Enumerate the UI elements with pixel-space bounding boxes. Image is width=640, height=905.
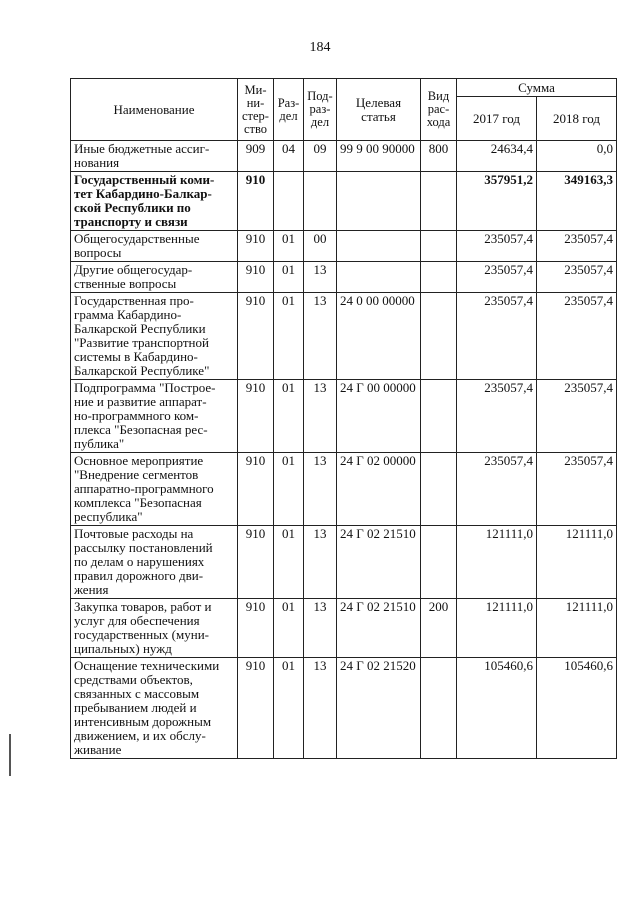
cell-ministry: 910 <box>238 172 274 231</box>
cell-section: 04 <box>274 141 304 172</box>
table-body <box>71 141 617 759</box>
cell-name: Основное мероприятие "Внедрение сегментов аппаратно-программного комплекса "Безопасная республика" <box>71 453 238 526</box>
cell-sum-2017: 235057,4 <box>457 293 537 380</box>
cell-section: 01 <box>274 293 304 380</box>
cell-sum-2017: 235057,4 <box>457 262 537 293</box>
cell-sum-2018: 349163,3 <box>537 172 617 231</box>
cell-sum-2017: 235057,4 <box>457 231 537 262</box>
cell-sum-2018: 235057,4 <box>537 262 617 293</box>
cell-ministry: 910 <box>238 231 274 262</box>
cell-sum-2017: 121111,0 <box>457 599 537 658</box>
cell-expense-type <box>421 262 457 293</box>
cell-sum-2017: 357951,2 <box>457 172 537 231</box>
cell-sum-2017: 24634,4 <box>457 141 537 172</box>
cell-ministry: 910 <box>238 526 274 599</box>
table-row <box>71 172 617 231</box>
cell-expense-type <box>421 172 457 231</box>
cell-sum-2017: 235057,4 <box>457 380 537 453</box>
cell-expense-type <box>421 453 457 526</box>
cell-target-article <box>337 172 421 231</box>
table-row <box>71 526 617 599</box>
cell-subsection: 13 <box>304 380 337 453</box>
header-name: Наименование <box>71 79 238 141</box>
cell-target-article: 24 Г 02 00000 <box>337 453 421 526</box>
cell-target-article <box>337 231 421 262</box>
cell-section: 01 <box>274 231 304 262</box>
cell-section: 01 <box>274 262 304 293</box>
cell-target-article: 24 0 00 00000 <box>337 293 421 380</box>
header-sum: Сумма <box>457 79 617 97</box>
cell-name: Оснащение техническими средствами объектов, связанных с массовым пребыванием людей и интенсивным дорожным движением, и их обслу- живание <box>71 658 238 759</box>
cell-subsection: 09 <box>304 141 337 172</box>
cell-subsection <box>304 172 337 231</box>
table-row <box>71 262 617 293</box>
cell-sum-2018: 235057,4 <box>537 380 617 453</box>
cell-ministry: 910 <box>238 658 274 759</box>
cell-section: 01 <box>274 453 304 526</box>
cell-target-article: 99 9 00 90000 <box>337 141 421 172</box>
header-expense-type: Вид рас- хода <box>421 79 457 141</box>
cell-section: 01 <box>274 526 304 599</box>
header-ministry: Ми- ни- стер- ство <box>238 79 274 141</box>
cell-ministry: 910 <box>238 599 274 658</box>
table-row <box>71 141 617 172</box>
cell-expense-type: 800 <box>421 141 457 172</box>
cell-target-article: 24 Г 02 21510 <box>337 526 421 599</box>
cell-target-article <box>337 262 421 293</box>
table-row <box>71 231 617 262</box>
cell-subsection: 13 <box>304 526 337 599</box>
cell-name: Другие общегосудар- ственные вопросы <box>71 262 238 293</box>
cell-section: 01 <box>274 658 304 759</box>
cell-target-article: 24 Г 02 21520 <box>337 658 421 759</box>
table-row <box>71 453 617 526</box>
cell-subsection: 13 <box>304 599 337 658</box>
cell-sum-2018: 235057,4 <box>537 231 617 262</box>
cell-target-article: 24 Г 02 21510 <box>337 599 421 658</box>
cell-subsection: 13 <box>304 293 337 380</box>
cell-subsection: 13 <box>304 658 337 759</box>
header-target-article: Целевая статья <box>337 79 421 141</box>
cell-name: Подпрограмма "Построе- ние и развитие аппарат- но-программного ком- плекса "Безопасная рес- публика" <box>71 380 238 453</box>
cell-sum-2018: 121111,0 <box>537 599 617 658</box>
budget-table <box>70 78 617 759</box>
table-row <box>71 658 617 759</box>
table-row <box>71 293 617 380</box>
cell-sum-2018: 0,0 <box>537 141 617 172</box>
header-year-2017: 2017 год <box>457 97 537 141</box>
cell-sum-2018: 235057,4 <box>537 453 617 526</box>
table-row <box>71 599 617 658</box>
page-number: 184 <box>309 40 331 55</box>
table-row <box>71 380 617 453</box>
cell-name: Закупка товаров, работ и услуг для обеспечения государственных (муни- ципальных) нужд <box>71 599 238 658</box>
cell-section: 01 <box>274 599 304 658</box>
cell-subsection: 00 <box>304 231 337 262</box>
cell-sum-2017: 121111,0 <box>457 526 537 599</box>
cell-expense-type <box>421 658 457 759</box>
cell-ministry: 910 <box>238 453 274 526</box>
cell-target-article: 24 Г 00 00000 <box>337 380 421 453</box>
cell-expense-type <box>421 526 457 599</box>
cell-sum-2018: 105460,6 <box>537 658 617 759</box>
cell-sum-2017: 235057,4 <box>457 453 537 526</box>
cell-name: Государственная про- грамма Кабардино- Балкарской Республики "Развитие транспортной системы в Кабардино- Балкарской Республике" <box>71 293 238 380</box>
cell-expense-type <box>421 380 457 453</box>
cell-ministry: 910 <box>238 262 274 293</box>
cell-sum-2018: 121111,0 <box>537 526 617 599</box>
header-subsection: Под- раз- дел <box>304 79 337 141</box>
cell-expense-type <box>421 231 457 262</box>
cell-name: Общегосударственные вопросы <box>71 231 238 262</box>
cell-name: Государственный коми- тет Кабардино-Балкар- ской Республики по транспорту и связи <box>71 172 238 231</box>
header-section: Раз- дел <box>274 79 304 141</box>
cell-name: Иные бюджетные ассиг- нования <box>71 141 238 172</box>
cell-subsection: 13 <box>304 453 337 526</box>
cell-ministry: 909 <box>238 141 274 172</box>
cell-expense-type <box>421 293 457 380</box>
cell-section <box>274 172 304 231</box>
cell-name: Почтовые расходы на рассылку постановлений по делам о нарушениях правил дорожного дви- жения <box>71 526 238 599</box>
header-year-2018: 2018 год <box>537 97 617 141</box>
margin-mark <box>9 734 11 776</box>
cell-section: 01 <box>274 380 304 453</box>
cell-sum-2018: 235057,4 <box>537 293 617 380</box>
cell-sum-2017: 105460,6 <box>457 658 537 759</box>
cell-ministry: 910 <box>238 380 274 453</box>
cell-subsection: 13 <box>304 262 337 293</box>
cell-ministry: 910 <box>238 293 274 380</box>
cell-expense-type: 200 <box>421 599 457 658</box>
